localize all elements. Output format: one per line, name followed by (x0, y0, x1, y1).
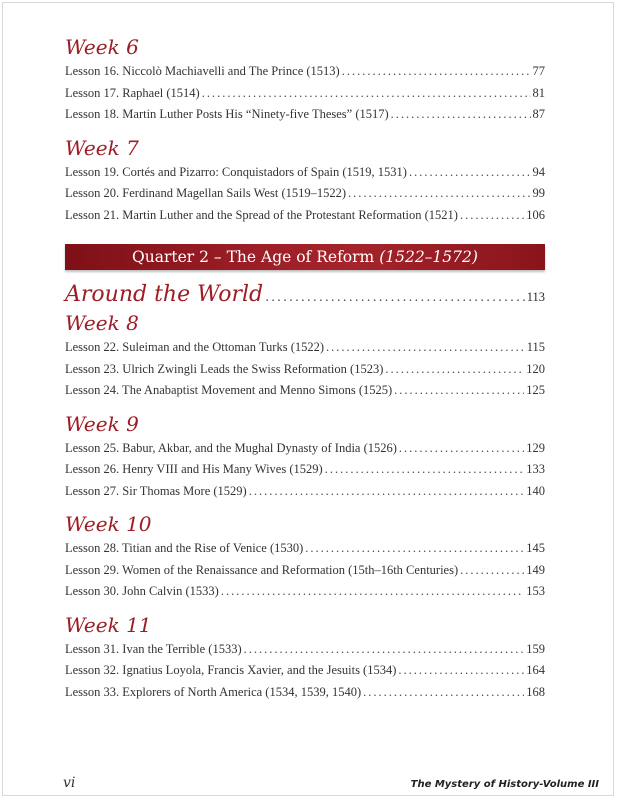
weeks-before-section (65, 35, 545, 226)
leader-dots (363, 682, 524, 704)
lesson-title: Lesson 24. The Anabaptist Movement and Menno Simons (1525) (65, 383, 393, 397)
leader-dots (249, 481, 525, 503)
week-heading: Week 10 (65, 512, 152, 536)
lesson-page-number: 133 (526, 462, 545, 476)
lesson-title: Lesson 16. Niccolò Machiavelli and The Prince (1513) (65, 64, 340, 78)
lesson-title: Lesson 26. Henry VIII and His Many Wives (1529) (65, 462, 323, 476)
lesson-title: Lesson 27. Sir Thomas More (1529) (65, 483, 247, 498)
week-section (65, 136, 545, 227)
page-number-roman: vi (63, 775, 76, 791)
leader-dots (394, 380, 524, 402)
week-heading: Week 11 (65, 612, 152, 637)
lesson-entry[interactable] (65, 481, 545, 503)
lesson-page-number: 99 (532, 186, 545, 200)
lesson-title: Lesson 22. Suleiman and the Ottoman Turks (1522) (65, 340, 325, 354)
weeks-after-section (65, 311, 545, 703)
lesson-page-number: 125 (526, 383, 545, 397)
lesson-title: Lesson 21. Martin Luther and the Spread of the Protestant Reformation (1521) (65, 207, 458, 222)
leader-dots (326, 337, 525, 359)
lesson-entry[interactable] (65, 61, 545, 83)
lesson-page-number: 168 (526, 684, 545, 699)
lesson-title: Lesson 32. Ignatius Loyola, Francis Xavier, and the Jesuits (1534) (65, 663, 397, 677)
book-title-footer: The Mystery of History-Volume III (410, 779, 599, 790)
lesson-title: Lesson 29. Women of the Renaissance and Reformation (15th–16th Centuries) (65, 562, 459, 577)
lesson-page-number: 153 (526, 584, 545, 598)
lesson-entry[interactable] (65, 359, 545, 381)
lesson-entry[interactable] (65, 581, 545, 603)
lesson-title: Lesson 28. Titian and the Rise of Venice (1530) (65, 541, 304, 555)
leader-dots (399, 438, 524, 460)
lesson-entry[interactable] (65, 205, 545, 227)
lesson-page-number: 164 (526, 663, 545, 677)
lesson-page-number: 106 (526, 207, 545, 222)
lesson-page-number: 87 (532, 107, 545, 121)
around-the-world-page: 113 (526, 290, 545, 304)
lesson-page-number: 159 (526, 641, 545, 656)
lesson-entry[interactable] (65, 538, 545, 560)
leader-dots (398, 660, 524, 682)
lesson-entry[interactable] (65, 83, 545, 105)
lesson-page-number: 81 (532, 85, 545, 100)
leader-dots (221, 581, 524, 603)
lesson-entry[interactable] (65, 183, 545, 205)
lesson-page-number: 149 (526, 562, 545, 577)
lesson-entry[interactable] (65, 380, 545, 402)
leader-dots (385, 359, 524, 381)
lesson-entry[interactable] (65, 104, 545, 126)
week-section (65, 412, 545, 503)
lesson-entry[interactable] (65, 438, 545, 460)
quarter-years: (1522–1572) (379, 248, 478, 266)
lesson-title: Lesson 18. Martin Luther Posts His “Ninety-five Theses” (1517) (65, 107, 389, 121)
around-the-world-entry[interactable] (65, 282, 545, 307)
lesson-page-number: 145 (526, 541, 545, 555)
week-heading: Week 7 (65, 135, 139, 160)
week-heading: Week 6 (65, 35, 139, 59)
leader-dots (460, 560, 524, 582)
quarter-banner (65, 244, 545, 270)
lesson-page-number: 94 (532, 164, 545, 179)
week-section (65, 311, 545, 402)
leader-dots (202, 83, 531, 105)
week-section (65, 35, 545, 126)
lesson-entry[interactable] (65, 560, 545, 582)
leader-dots (391, 104, 531, 126)
lesson-page-number: 129 (526, 440, 545, 455)
lesson-entry[interactable] (65, 682, 545, 704)
week-section (65, 512, 545, 603)
lesson-page-number: 115 (526, 340, 545, 354)
around-the-world-label: Around the World (65, 282, 264, 307)
table-of-contents (65, 35, 545, 713)
lesson-page-number: 77 (532, 64, 545, 78)
lesson-title: Lesson 23. Ulrich Zwingli Leads the Swiss Reformation (1523) (65, 361, 384, 376)
quarter-title-text: Quarter 2 – The Age of Reform (132, 248, 375, 266)
lesson-title: Lesson 30. John Calvin (1533) (65, 584, 219, 598)
leader-dots (409, 162, 531, 184)
lesson-title: Lesson 17. Raphael (1514) (65, 85, 200, 100)
lesson-entry[interactable] (65, 639, 545, 661)
lesson-title: Lesson 20. Ferdinand Magellan Sails West (1519–1522) (65, 186, 347, 200)
lesson-entry[interactable] (65, 337, 545, 359)
week-heading: Week 8 (65, 311, 139, 335)
leader-dots (265, 289, 525, 304)
week-section (65, 613, 545, 704)
week-heading: Week 9 (65, 411, 139, 436)
lesson-title: Lesson 19. Cortés and Pizarro: Conquistadors of Spain (1519, 1531) (65, 164, 407, 179)
lesson-title: Lesson 31. Ivan the Terrible (1533) (65, 641, 242, 656)
lesson-entry[interactable] (65, 660, 545, 682)
lesson-page-number: 140 (526, 483, 545, 498)
lesson-title: Lesson 25. Babur, Akbar, and the Mughal Dynasty of India (1526) (65, 440, 397, 455)
lesson-page-number: 120 (526, 361, 545, 376)
leader-dots (460, 205, 524, 227)
document-page (2, 2, 614, 796)
lesson-entry[interactable] (65, 162, 545, 184)
leader-dots (348, 183, 530, 205)
leader-dots (325, 459, 525, 481)
leader-dots (244, 639, 525, 661)
leader-dots (342, 61, 531, 83)
leader-dots (305, 538, 524, 560)
lesson-title: Lesson 33. Explorers of North America (1534, 1539, 1540) (65, 684, 362, 699)
quarter-title (132, 248, 478, 266)
lesson-entry[interactable] (65, 459, 545, 481)
